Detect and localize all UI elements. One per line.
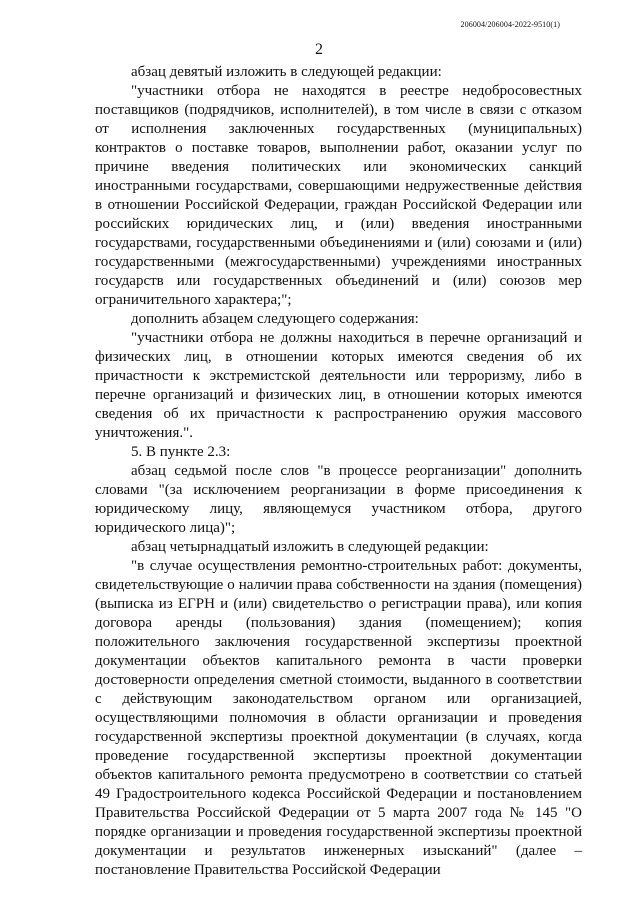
document-id: 206004/206004-2022-9510(1) (460, 20, 560, 29)
paragraph-14-intro: абзац четырнадцатый изложить в следующей редакции: (131, 539, 489, 555)
paragraph-add-intro: дополнить абзацем следующего содержания: (131, 311, 419, 327)
paragraph-9-intro: абзац девятый изложить в следующей редакции: (131, 64, 442, 80)
paragraph-add-text: "участники отбора не должны находиться в перечне организаций и физических лиц, в отношении которых имеются сведения об их причастности к экстремистской деятельности или терроризму, либо в перечне организаций и физических лиц, в отношении которых имеются сведения об их причастности к распространению оружия массового уничтожения.". (95, 330, 582, 441)
paragraph-9-text: "участники отбора не находятся в реестре недобросовестных поставщиков (подрядчиков, исполнителей), в том числе в связи с отказом от исполнения заключенных государственных (муниципальных) контрактов о поставке товаров, выполнении работ, оказании услуг по причине введения политических или экономических санкций иностранными государствами, совершающими недружественные действия в отношении Российской Федерации, граждан Российской Федерации или российских юридических лиц, и (или) введения иностранными государствами, государственными объединениями и (или) союзами и (или) государственными (межгосударственными) учреждениями иностранных государств или государственных объединений и (или) союзов мер ограничительного характера;"; (95, 83, 582, 308)
point-5-heading: 5. В пункте 2.3: (131, 444, 231, 460)
paragraph-7-amendment: абзац седьмой после слов "в процессе реорганизации" дополнить словами "(за исключением реорганизации в форме присоединения к юридическому лицу, являющемуся участником отбора, другого юридического лица)"; (95, 463, 582, 536)
page-number: 2 (315, 41, 323, 58)
document-body (95, 63, 582, 880)
paragraph-14-text: "в случае осуществления ремонтно-строительных работ: документы, свидетельствующие о наличии права собственности на здания (помещения) (выписка из ЕГРН и (или) свидетельство о регистрации права), или копия договора аренды (пользования) здания (помещением); копия положительного заключения государственной экспертизы проектной документации объектов капитального ремонта в части проверки достоверности определения сметной стоимости, выданного в соответствии с действующим законодательством органом или организацией, осуществляющими полномочия в области организации и проведения государственной экспертизы проектной документации (в случаях, когда проведение государственной экспертизы проектной документации объектов капитального ремонта предусмотрено в соответствии со статьей 49 Градостроительного кодекса Российской Федерации и постановлением Правительства Российской Федерации от 5 марта 2007 года № 145 "О порядке организации и проведения государственной экспертизы проектной документации и результатов инженерных изысканий" (далее – постановление Правительства Российской Федерации (95, 558, 582, 878)
